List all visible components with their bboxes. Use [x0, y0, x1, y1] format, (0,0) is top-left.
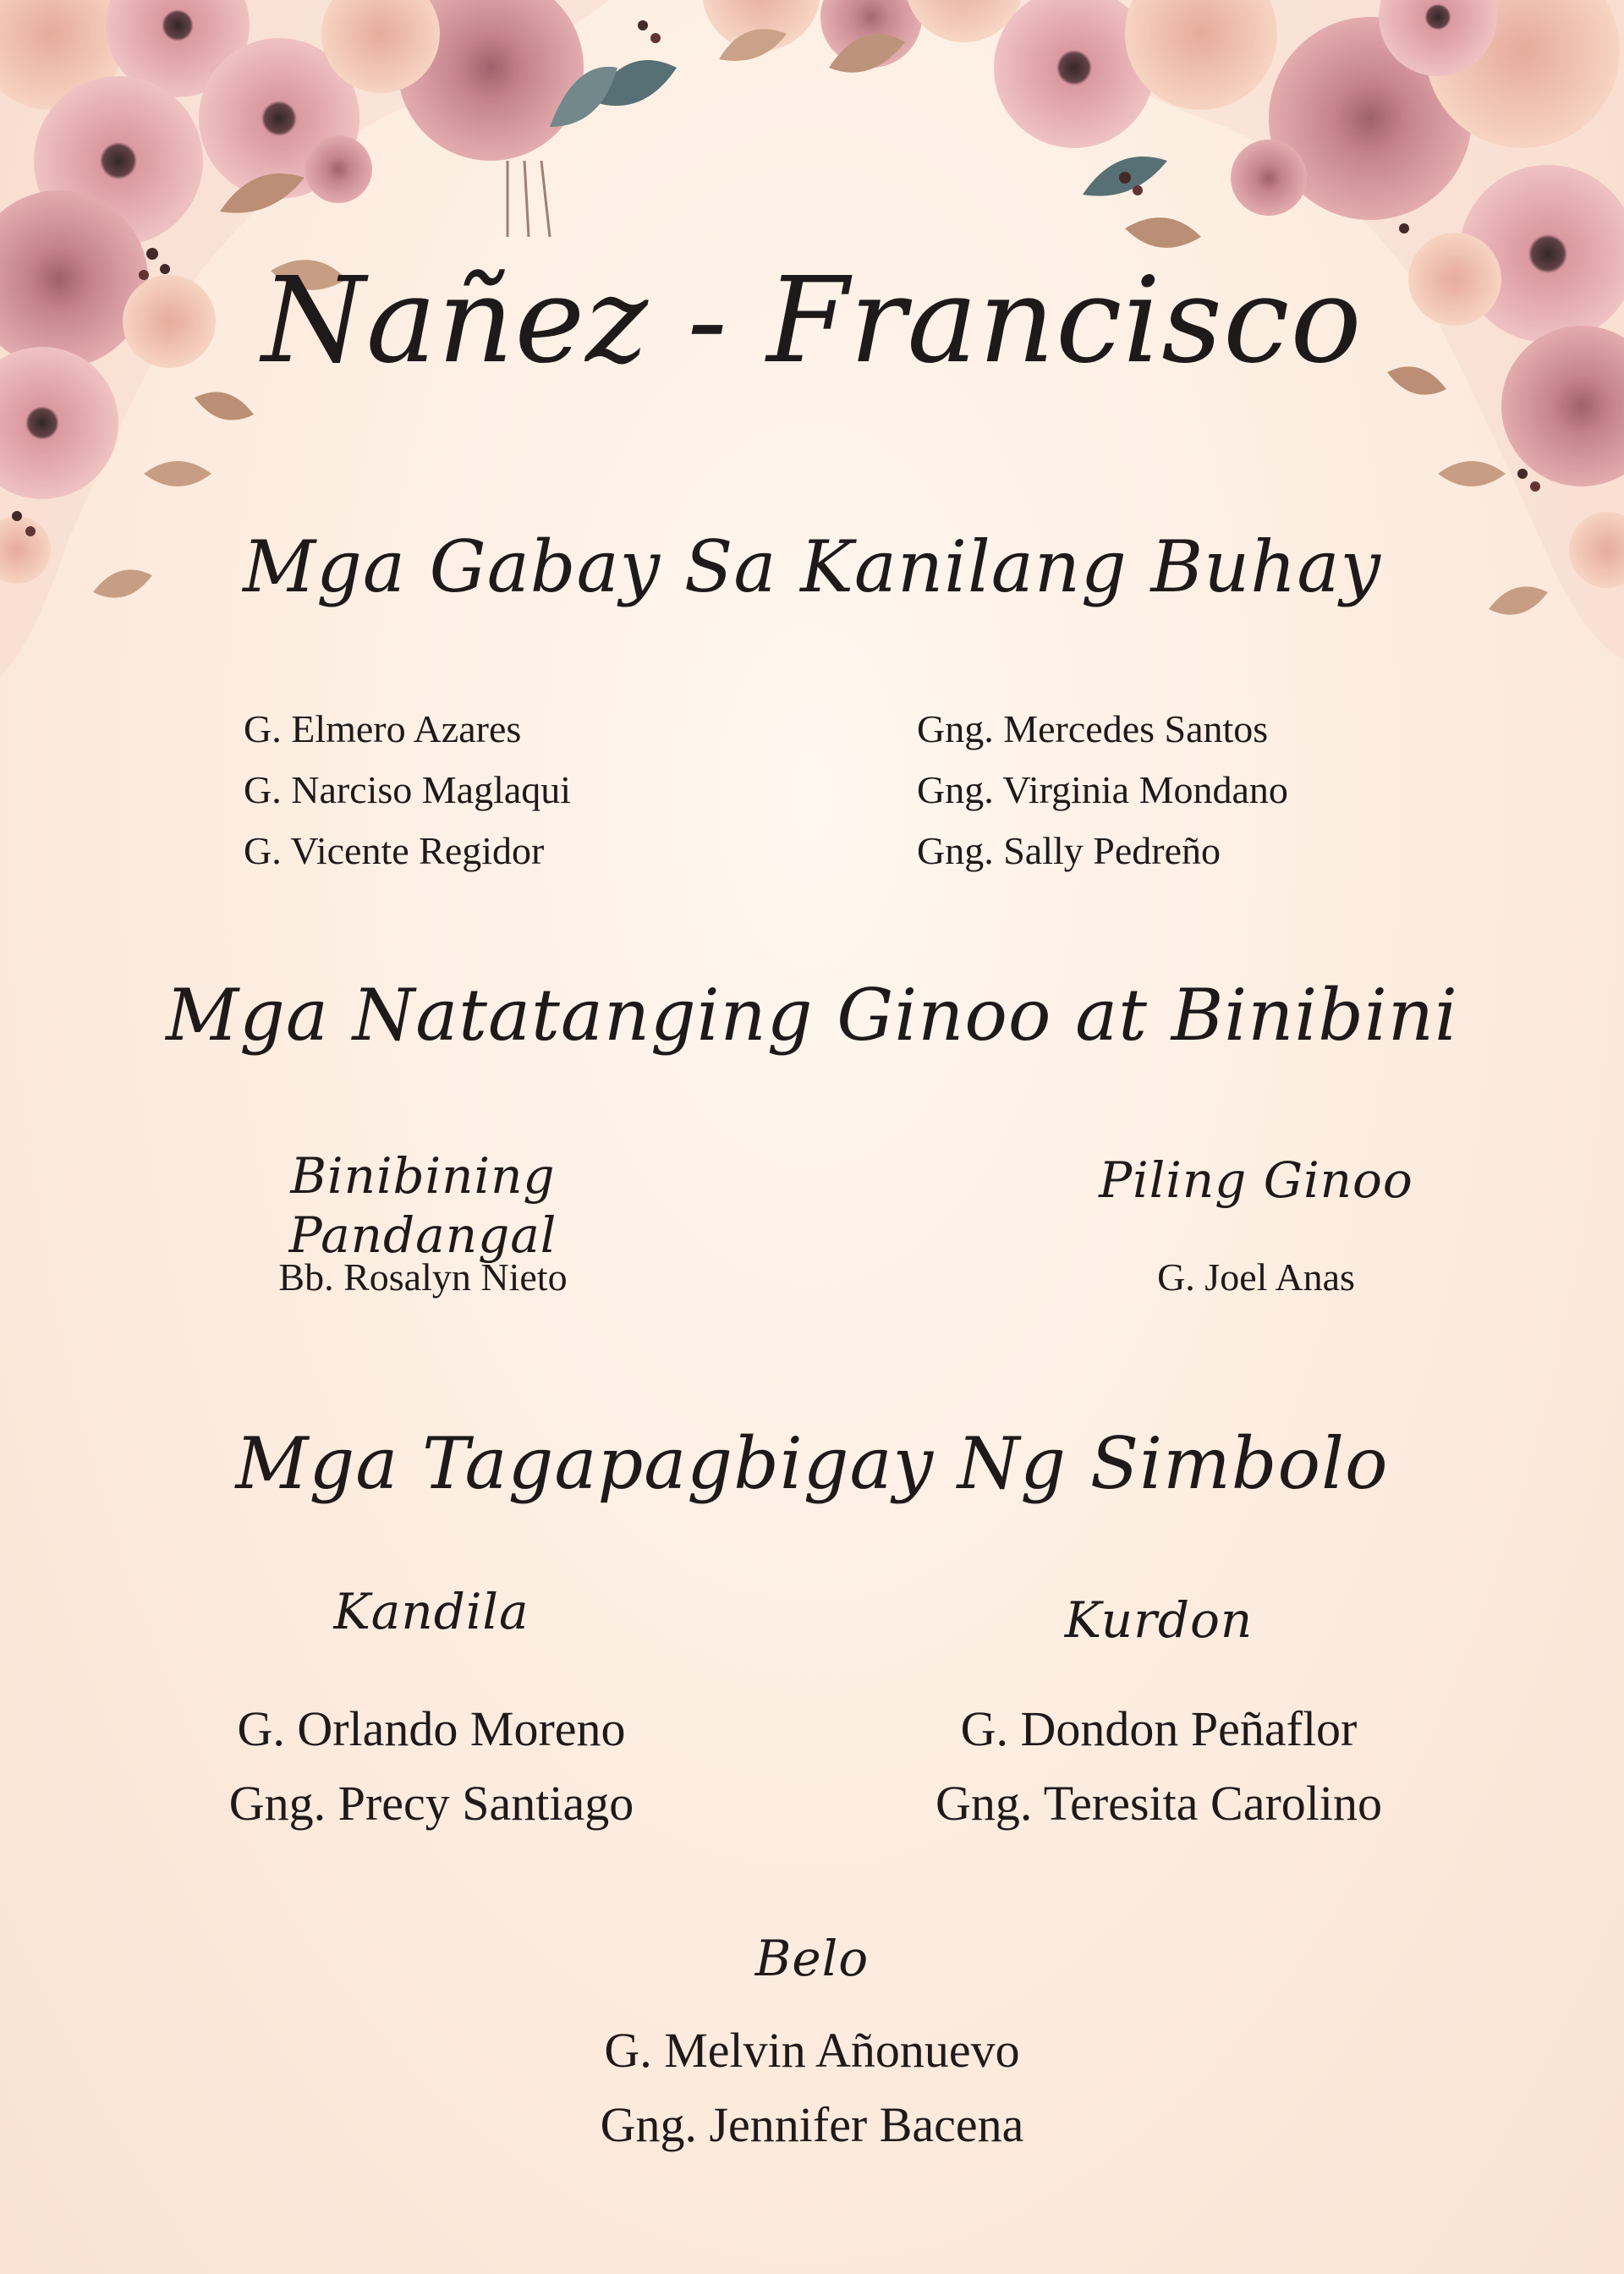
list-item: G. Narciso Maglaqui — [244, 768, 572, 811]
section-heading-simbolo: Mga Tagapagbigay Ng Simbolo — [235, 1422, 1389, 1505]
list-item: G. Dondon Peñaflor — [960, 1701, 1358, 1756]
belo-list — [0, 2013, 1624, 2162]
gabay-right-list — [917, 699, 1288, 882]
list-item: G. Melvin Añonuevo — [604, 2023, 1020, 2078]
piling-ginoo-name: G. Joel Anas — [1157, 1255, 1355, 1299]
list-item: G. Vicente Regidor — [244, 829, 545, 872]
list-item: G. Orlando Moreno — [237, 1701, 626, 1756]
section-heading-natatangi: Mga Natatanging Ginoo at Binibini — [166, 974, 1458, 1057]
kandila-list — [118, 1692, 744, 1841]
list-item: Gng. Virginia Mondano — [917, 768, 1288, 811]
binibining-pandangal-label: Binibining Pandangal — [288, 1147, 557, 1264]
belo-label: Belo — [754, 1930, 870, 1987]
section-heading-gabay: Mga Gabay Sa Kanilang Buhay — [243, 525, 1381, 608]
piling-ginoo-label: Piling Ginoo — [1099, 1151, 1413, 1209]
list-item: Gng. Mercedes Santos — [917, 707, 1269, 750]
page-title: Nañez - Francisco — [261, 252, 1363, 390]
kandila-label: Kandila — [333, 1583, 529, 1640]
list-item: Gng. Sally Pedreño — [917, 829, 1221, 872]
list-item: Gng. Jennifer Bacena — [600, 2097, 1024, 2152]
kurdon-list — [846, 1692, 1472, 1841]
gabay-left-list — [244, 699, 571, 882]
kurdon-label: Kurdon — [1064, 1591, 1254, 1649]
binibining-pandangal-name: Bb. Rosalyn Nieto — [278, 1255, 568, 1299]
list-item: G. Elmero Azares — [244, 707, 522, 750]
list-item: Gng. Teresita Carolino — [935, 1776, 1383, 1831]
list-item: Gng. Precy Santiago — [228, 1776, 634, 1831]
